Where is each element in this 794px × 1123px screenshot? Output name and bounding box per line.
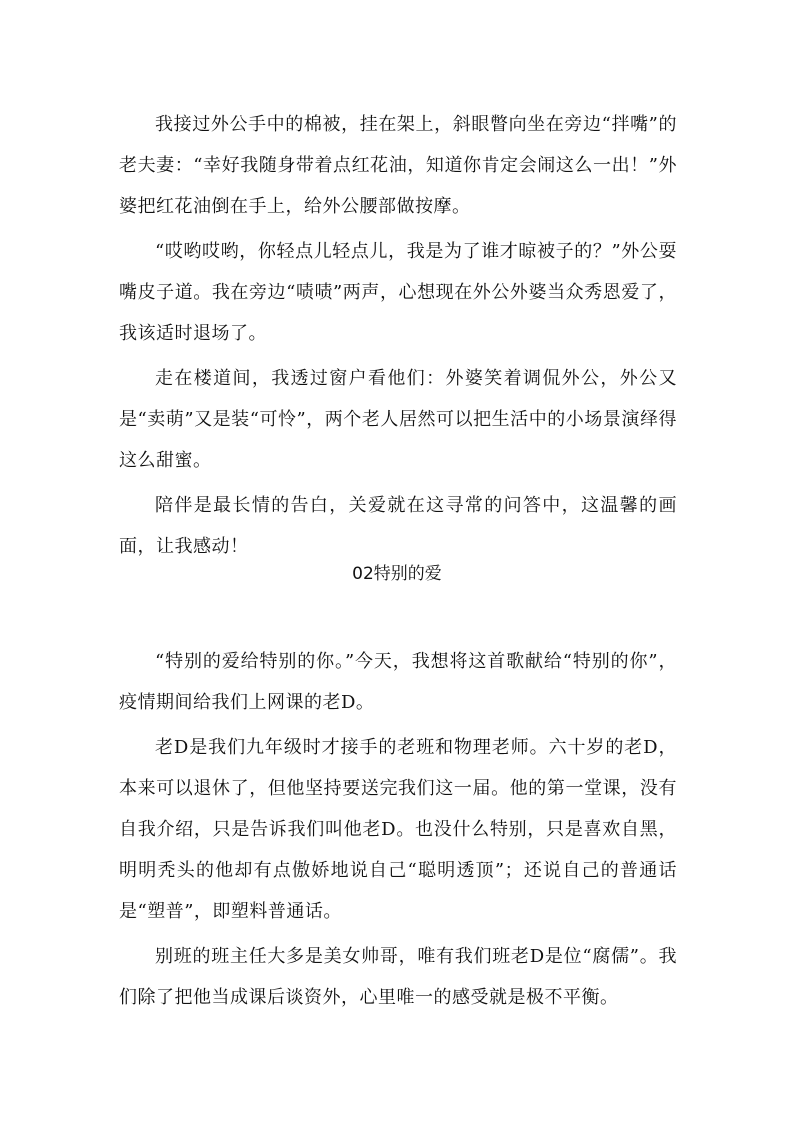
paragraph: 老D是我们九年级时才接手的老班和物理老师。六十岁的老D，本来可以退休了，但他坚持要送完我们这一届。他的第一堂课，没有自我介绍，只是告诉我们叫他老D。也没什么特别，只是喜欢自黑，明明秃头的他却有点傲娇地说自己“聪明透顶”；还说自己的普通话是“塑普”，即塑料普通话。 <box>119 737 677 922</box>
paragraph: “特别的爱给特别的你。”今天，我想将这首歌献给“特别的你”，疫情期间给我们上网课的老D。 <box>119 651 677 713</box>
paragraph: 陪伴是最长情的告白，关爱就在这寻常的问答中，这温馨的画面，让我感动！ <box>119 495 677 557</box>
paragraph: 别班的班主任大多是美女帅哥，唯有我们班老D是位“腐儒”。我们除了把他当成课后谈资外，心里唯一的感受就是极不平衡。 <box>119 946 677 1008</box>
paragraph: 走在楼道间，我透过窗户看他们：外婆笑着调侃外公，外公又是“卖萌”又是装“可怜”，两个老人居然可以把生活中的小场景演绎得这么甜蜜。 <box>119 368 677 471</box>
paragraph: 我接过外公手中的棉被，挂在架上，斜眼瞥向坐在旁边“拌嘴”的老夫妻：“幸好我随身带着点红花油，知道你肯定会闹这么一出！”外婆把红花油倒在手上，给外公腰部做按摩。 <box>119 114 677 217</box>
paragraph: “哎哟哎哟，你轻点儿轻点儿，我是为了谁才晾被子的？”外公耍嘴皮子道。我在旁边“啧啧”两声，心想现在外公外婆当众秀恩爱了，我该适时退场了。 <box>119 241 677 344</box>
article-part-2 <box>119 641 677 1022</box>
article-part-1 <box>119 104 677 571</box>
section-heading: 02特别的爱 <box>352 564 442 584</box>
